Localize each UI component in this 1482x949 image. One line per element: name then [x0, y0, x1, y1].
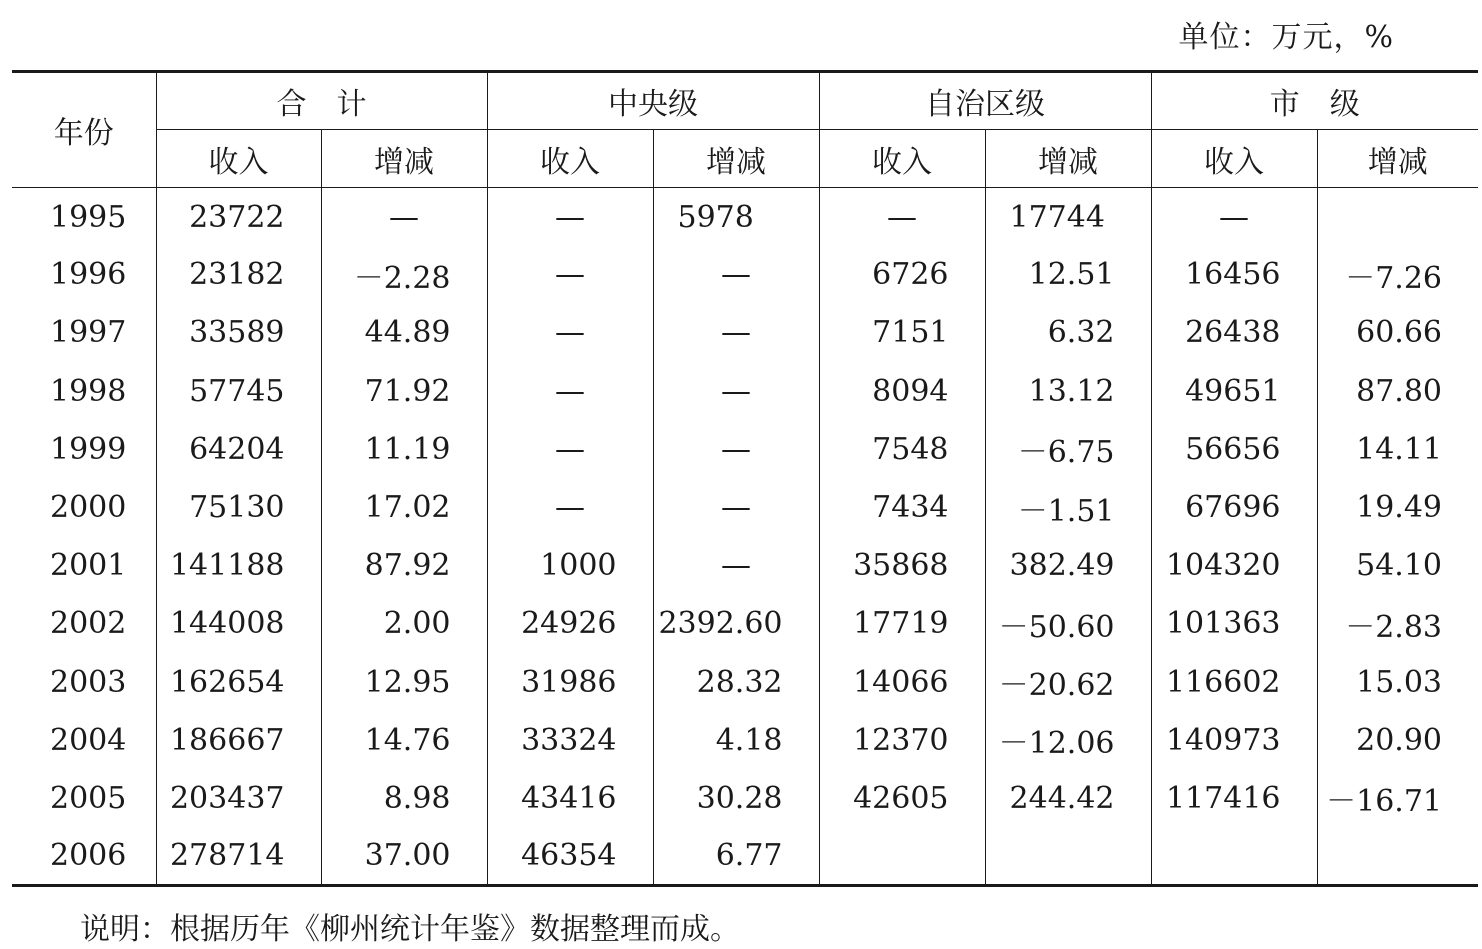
change-cell: — — [653, 362, 819, 420]
change-cell: — — [653, 537, 819, 595]
change-cell — [985, 828, 1151, 886]
change-cell: －1.51 — [985, 478, 1151, 536]
change-cell: 6.77 — [653, 828, 819, 886]
change-cell: 6.32 — [985, 304, 1151, 362]
income-cell — [1151, 828, 1317, 886]
income-cell: 56656 — [1151, 420, 1317, 478]
income-cell: 12370 — [819, 711, 985, 769]
col-header-income: 收入 — [1151, 130, 1317, 188]
table-row — [12, 595, 1478, 653]
income-cell: 162654 — [156, 653, 321, 711]
change-cell: — — [653, 304, 819, 362]
income-cell: 1000 — [487, 537, 653, 595]
year-cell: 2002 — [50, 606, 127, 642]
table-row — [12, 711, 1478, 769]
year-cell: 1997 — [50, 315, 127, 351]
table-row — [12, 362, 1478, 420]
change-cell: 54.10 — [1317, 537, 1478, 595]
year-cell: 2004 — [50, 722, 127, 758]
change-cell: — — [653, 478, 819, 536]
income-cell: — — [487, 420, 653, 478]
year-cell: 2005 — [50, 780, 127, 816]
income-cell: — — [487, 304, 653, 362]
income-cell: 23722 — [156, 188, 321, 246]
change-cell: 14.76 — [321, 711, 487, 769]
change-cell: 15.03 — [1317, 653, 1478, 711]
table-row — [12, 246, 1478, 304]
col-header-change: 增减 — [653, 130, 819, 188]
change-cell: －6.75 — [985, 420, 1151, 478]
change-cell: 30.28 — [653, 769, 819, 827]
change-cell: －7.26 — [1317, 246, 1478, 304]
change-cell: 28.32 — [653, 653, 819, 711]
income-cell: 104320 — [1151, 537, 1317, 595]
year-header: 年份 — [12, 72, 156, 188]
col-header-change: 增减 — [985, 130, 1151, 188]
income-cell: — — [487, 478, 653, 536]
table-row — [12, 653, 1478, 711]
income-cell: 8094 — [819, 362, 985, 420]
change-cell: －12.06 — [985, 711, 1151, 769]
income-cell: 7548 — [819, 420, 985, 478]
income-cell: 46354 — [487, 828, 653, 886]
group-header-central: 中央级 — [487, 72, 819, 130]
income-cell: 23182 — [156, 246, 321, 304]
income-cell: 186667 — [156, 711, 321, 769]
table-row — [12, 537, 1478, 595]
change-cell: 17.02 — [321, 478, 487, 536]
change-cell: 13.12 — [985, 362, 1151, 420]
income-cell: 64204 — [156, 420, 321, 478]
income-cell: 31986 — [487, 653, 653, 711]
income-cell: 57745 — [156, 362, 321, 420]
col-header-income: 收入 — [487, 130, 653, 188]
income-cell: 203437 — [156, 769, 321, 827]
income-cell: 144008 — [156, 595, 321, 653]
income-cell: 6726 — [819, 246, 985, 304]
change-cell: 37.00 — [321, 828, 487, 886]
income-cell: 67696 — [1151, 478, 1317, 536]
change-cell: －2.28 — [321, 246, 487, 304]
income-cell: 7434 — [819, 478, 985, 536]
income-cell: 101363 — [1151, 595, 1317, 653]
group-header-total: 合 计 — [156, 72, 487, 130]
income-cell: — — [487, 362, 653, 420]
income-cell: — — [487, 188, 653, 246]
change-cell: 19.49 — [1317, 478, 1478, 536]
col-header-income: 收入 — [819, 130, 985, 188]
year-cell: 1999 — [50, 431, 127, 467]
change-cell: 2.00 — [321, 595, 487, 653]
income-cell: 43416 — [487, 769, 653, 827]
change-cell: — — [653, 246, 819, 304]
income-cell: 26438 — [1151, 304, 1317, 362]
change-cell: －2.83 — [1317, 595, 1478, 653]
change-cell: 382.49 — [985, 537, 1151, 595]
income-cell: — — [1151, 188, 1317, 246]
income-cell: 14066 — [819, 653, 985, 711]
col-header-change: 增减 — [321, 130, 487, 188]
income-cell — [819, 828, 985, 886]
change-cell: 5978 — [653, 188, 819, 246]
table-body — [12, 188, 1478, 886]
change-cell: 2392.60 — [653, 595, 819, 653]
change-cell: 244.42 — [985, 769, 1151, 827]
year-cell: 2003 — [50, 664, 127, 700]
income-cell: 141188 — [156, 537, 321, 595]
change-cell: 60.66 — [1317, 304, 1478, 362]
change-cell: －50.60 — [985, 595, 1151, 653]
income-cell: 24926 — [487, 595, 653, 653]
change-cell: －20.62 — [985, 653, 1151, 711]
change-cell: 71.92 — [321, 362, 487, 420]
change-cell: 20.90 — [1317, 711, 1478, 769]
year-cell: 1996 — [50, 257, 127, 293]
table-row — [12, 304, 1478, 362]
col-header-change: 增减 — [1317, 130, 1478, 188]
year-cell: 1995 — [50, 200, 127, 236]
income-cell: 278714 — [156, 828, 321, 886]
change-cell: 11.19 — [321, 420, 487, 478]
year-cell: 2006 — [50, 838, 127, 874]
income-cell: — — [487, 246, 653, 304]
change-cell — [1317, 188, 1478, 246]
income-cell: 117416 — [1151, 769, 1317, 827]
group-header-city: 市 级 — [1151, 72, 1478, 130]
income-cell: 140973 — [1151, 711, 1317, 769]
change-cell: 12.51 — [985, 246, 1151, 304]
change-cell: 14.11 — [1317, 420, 1478, 478]
change-cell: 87.80 — [1317, 362, 1478, 420]
table-row — [12, 828, 1478, 886]
change-cell: －16.71 — [1317, 769, 1478, 827]
col-header-income: 收入 — [156, 130, 321, 188]
year-cell: 2000 — [50, 490, 127, 526]
change-cell — [1317, 828, 1478, 886]
income-cell: 49651 — [1151, 362, 1317, 420]
year-cell: 2001 — [50, 548, 127, 584]
footnote: 说明：根据历年《柳州统计年鉴》数据整理而成。 — [80, 912, 740, 947]
income-cell: 116602 — [1151, 653, 1317, 711]
change-cell: 44.89 — [321, 304, 487, 362]
income-cell: 7151 — [819, 304, 985, 362]
income-cell: 33324 — [487, 711, 653, 769]
revenue-table — [12, 70, 1478, 887]
year-cell: 1998 — [50, 373, 127, 409]
income-cell: 16456 — [1151, 246, 1317, 304]
group-header-region: 自治区级 — [819, 72, 1151, 130]
income-cell: — — [819, 188, 985, 246]
table-row — [12, 188, 1478, 246]
change-cell: 17744 — [985, 188, 1151, 246]
change-cell: 8.98 — [321, 769, 487, 827]
change-cell: 4.18 — [653, 711, 819, 769]
income-cell: 33589 — [156, 304, 321, 362]
unit-label: 单位：万元，% — [1178, 20, 1394, 55]
change-cell: — — [321, 188, 487, 246]
change-cell: 87.92 — [321, 537, 487, 595]
table-row — [12, 420, 1478, 478]
table-row — [12, 769, 1478, 827]
change-cell: 12.95 — [321, 653, 487, 711]
income-cell: 42605 — [819, 769, 985, 827]
table-row — [12, 478, 1478, 536]
income-cell: 35868 — [819, 537, 985, 595]
income-cell: 75130 — [156, 478, 321, 536]
income-cell: 17719 — [819, 595, 985, 653]
change-cell: — — [653, 420, 819, 478]
